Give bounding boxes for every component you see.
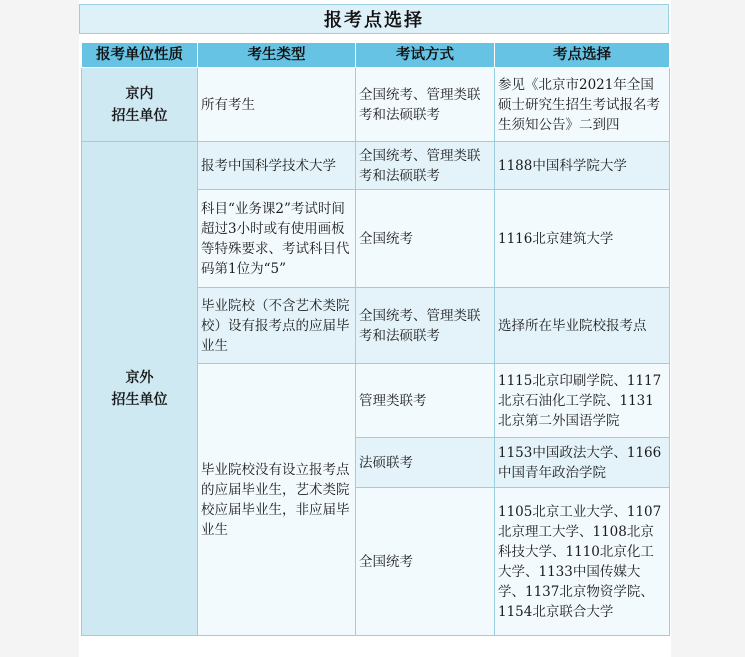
- exam-method-cell: 法硕联考: [356, 438, 495, 488]
- unit-outer-line1: 京外: [125, 369, 154, 386]
- header-exam-method: 考试方式: [356, 43, 495, 68]
- exam-method-cell: 管理类联考: [356, 364, 495, 438]
- exam-method-cell: 全国统考、管理类联考和法硕联考: [356, 68, 495, 142]
- table-row: [82, 68, 670, 142]
- exam-method-cell: 全国统考: [356, 190, 495, 288]
- unit-outer: [82, 142, 198, 636]
- exam-site-table: [81, 42, 670, 636]
- page-title: 报考点选择: [79, 4, 669, 34]
- unit-inner-line2: 招生单位: [111, 107, 168, 124]
- table-header-row: [82, 43, 670, 68]
- exam-site-cell: 1116北京建筑大学: [495, 190, 670, 288]
- candidate-type-cell: 毕业院校没有设立报考点的应届毕业生，艺术类院校应届毕业生，非应届毕业生: [198, 364, 356, 636]
- exam-site-cell: 1105北京工业大学、1107北京理工大学、1108北京科技大学、1110北京化工大学、1133中国传媒大学、1137北京物资学院、1154北京联合大学: [495, 488, 670, 636]
- unit-outer-line2: 招生单位: [111, 391, 168, 408]
- exam-method-cell: 全国统考: [356, 488, 495, 636]
- unit-inner: [82, 68, 198, 142]
- candidate-type-cell: 科目“业务课2”考试时间超过3小时或有使用画板等特殊要求、考试科目代码第1位为“5”: [198, 190, 356, 288]
- exam-method-cell: 全国统考、管理类联考和法硕联考: [356, 288, 495, 364]
- exam-site-cell: 1115北京印刷学院、1117北京石油化工学院、1131北京第二外国语学院: [495, 364, 670, 438]
- candidate-type-cell: 毕业院校（不含艺术类院校）设有报考点的应届毕业生: [198, 288, 356, 364]
- candidate-type-cell: 所有考生: [198, 68, 356, 142]
- candidate-type-cell: 报考中国科学技术大学: [198, 142, 356, 190]
- header-unit-type: 报考单位性质: [82, 43, 198, 68]
- header-exam-site: 考点选择: [495, 43, 670, 68]
- unit-inner-line1: 京内: [125, 85, 154, 102]
- exam-site-cell: 1153中国政法大学、1166中国青年政治学院: [495, 438, 670, 488]
- exam-method-cell: 全国统考、管理类联考和法硕联考: [356, 142, 495, 190]
- header-candidate-type: 考生类型: [198, 43, 356, 68]
- exam-site-cell: 参见《北京市2021年全国硕士研究生招生考试报名考生须知公告》二到四: [495, 68, 670, 142]
- exam-site-cell: 选择所在毕业院校报考点: [495, 288, 670, 364]
- table-row: [82, 142, 670, 190]
- exam-site-cell: 1188中国科学院大学: [495, 142, 670, 190]
